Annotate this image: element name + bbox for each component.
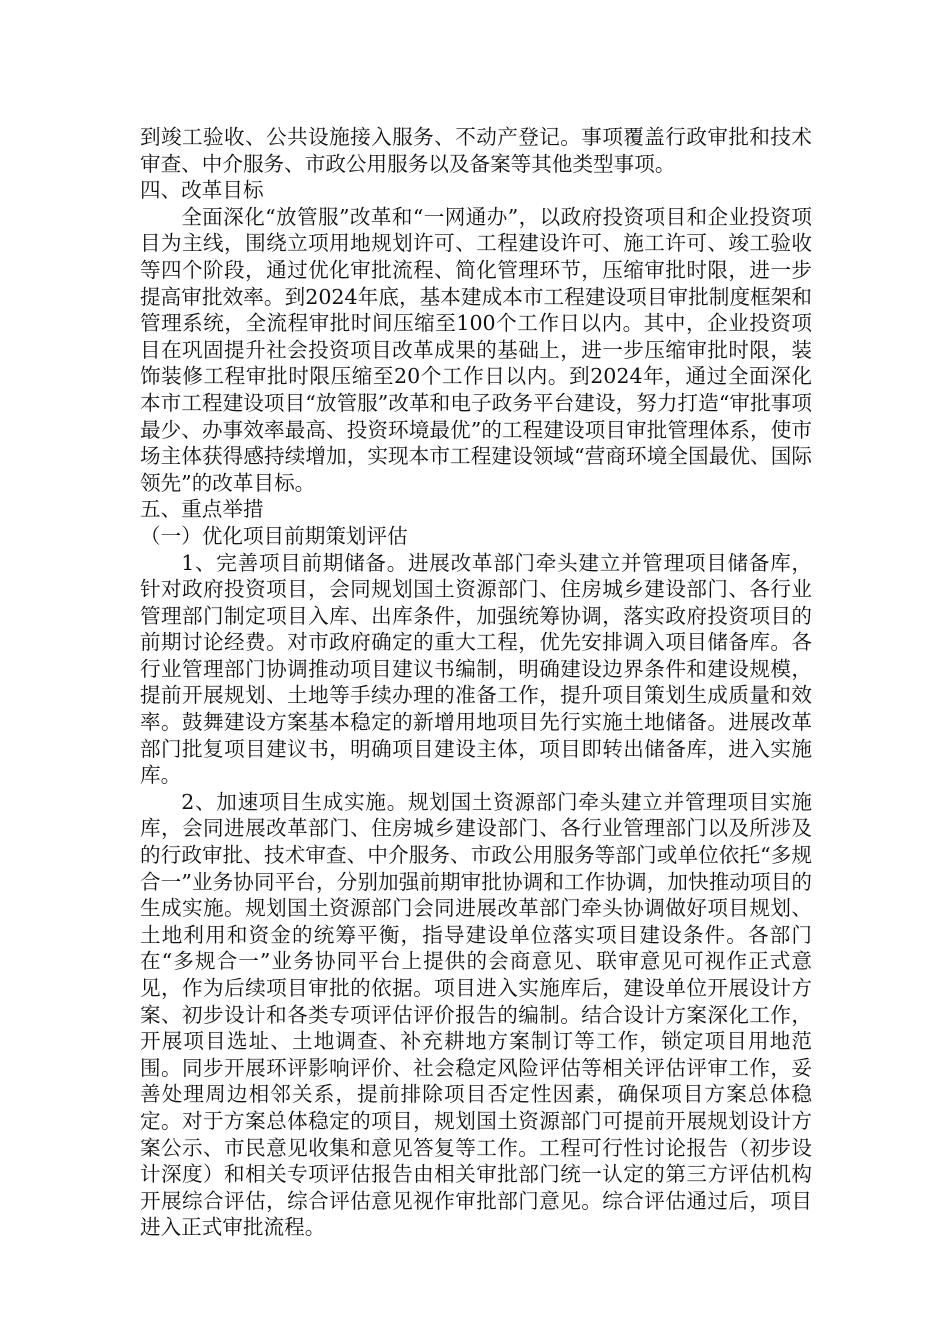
paragraph-project-reserve: 1、完善项目前期储备。进展改革部门牵头建立并管理项目储备库，针对政府投资项目，会同规划国土资源部门、住房城乡建设部门、各行业管理部门制定项目入库、出库条件，加强统筹协调，落实政府投资项目的前期讨论经费。对市政府确定的重大工程，优先安排调入项目储备库。各行业管理部门协调推动项目建议书编制，明确建设边界条件和建设规模，提前开展规划、土地等手续办理的准备工作，提升项目策划生成质量和效率。鼓舞建设方案基本稳定的新增用地项目先行实施土地储备。进展改革部门批复项目建议书，明确项目建设主体，项目即转出储备库，进入实施库。 (140, 550, 812, 788)
paragraph-scope-continuation: 到竣工验收、公共设施接入服务、不动产登记。事项覆盖行政审批和技术审查、中介服务、市政公用服务以及备案等其他类型事项。 (140, 125, 812, 176)
paragraph-reform-goals: 全面深化“放管服”改革和“一网通办”，以政府投资项目和企业投资项目为主线，围绕立项用地规划许可、工程建设许可、施工许可、竣工验收等四个阶段，通过优化审批流程、简化管理环节，压缩审批时限，进一步提高审批效率。到2024年底，基本建成本市工程建设项目审批制度框架和管理系统，全流程审批时间压缩至100个工作日以内。其中，企业投资项目在巩固提升社会投资项目改革成果的基础上，进一步压缩审批时限，装饰装修工程审批时限压缩至20个工作日以内。到2024年，通过全面深化本市工程建设项目“放管服”改革和电子政务平台建设，努力打造“审批事项最少、办事效率最高、投资环境最优”的工程建设项目审批管理体系，使市场主体获得感持续增加，实现本市工程建设领域“营商环境全国最优、国际领先”的改革目标。 (140, 204, 812, 495)
section-heading-reform-goals: 四、改革目标 (140, 178, 264, 203)
document-body (140, 124, 812, 1241)
subsection-heading-early-planning: （一）优化项目前期策划评估 (140, 523, 408, 548)
section-heading-key-measures: 五、重点举措 (140, 497, 264, 522)
paragraph-project-implementation: 2、加速项目生成实施。规划国土资源部门牵头建立并管理项目实施库，会同进展改革部门、住房城乡建设部门、各行业管理部门以及所涉及的行政审批、技术审查、中介服务、市政公用服务等部门或单位依托“多规合一”业务协同平台，分别加强前期审批协调和工作协调，加快推动项目的生成实施。规划国土资源部门会同进展改革部门牵头协调做好项目规划、土地利用和资金的统筹平衡，指导建设单位落实项目建设条件。各部门在“多规合一”业务协同平台上提供的会商意见、联审意见可视作正式意见，作为后续项目审批的依据。项目进入实施库后，建设单位开展设计方案、初步设计和各类专项评估评价报告的编制。结合设计方案深化工作，开展项目选址、土地调查、补充耕地方案制订等工作，锁定项目用地范围。同步开展环评影响评价、社会稳定风险评估等相关评估评审工作，妥善处理周边相邻关系，提前排除项目否定性因素，确保项目方案总体稳定。对于方案总体稳定的项目，规划国土资源部门可提前开展规划设计方案公示、市民意见收集和意见答复等工作。工程可行性讨论报告（初步设计深度）和相关专项评估报告由相关审批部门统一认定的第三方评估机构开展综合评估，综合评估意见视作审批部门意见。综合评估通过后，项目进入正式审批流程。 (140, 789, 812, 1240)
